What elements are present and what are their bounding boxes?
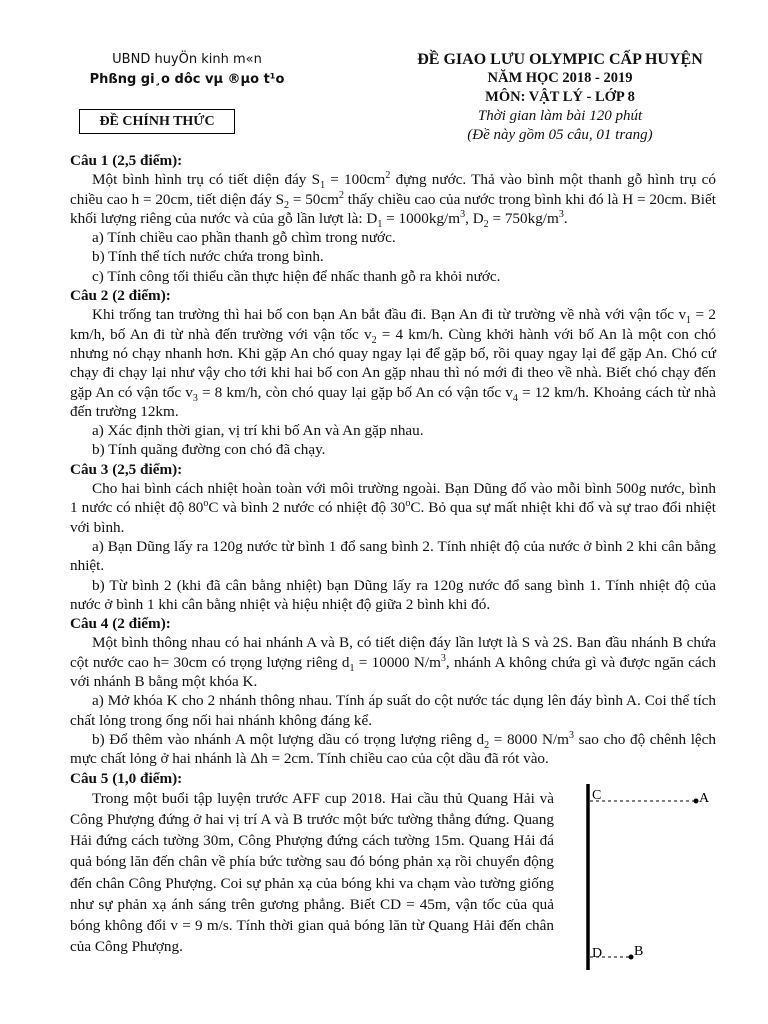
- question-5-title: Câu 5 (1,0 điểm):: [70, 769, 183, 787]
- question-1a: a) Tính chiều cao phần thanh gỗ chìm trong nước.: [92, 229, 396, 247]
- question-5-text: Trong một buổi tập luyện trước AFF cup 2018. Hai cầu thủ Quang Hải và Công Phượng đứng ở hai vị trí A và B trước một bức tường thẳng đứng. Quang Hải đứng cách tường 30m, Công Phượng đứng cách tường 15m. Quang Hải đá quả bóng lăn đến chân về phía bức tường sau đó bóng phản xạ rồi chuyển động đến chân Công Phượng. Coi sự phản xạ của bóng khi va chạm vào tường giống như sự phản xạ ánh sáng trên gương phẳng. Biết CD = 45m, vận tốc của quả bóng không đổi v = 9 m/s. Tính thời gian quả bóng lăn từ Quang Hải đến chân của Công Phượng.: [70, 789, 554, 956]
- question-3-title: Câu 3 (2,5 điểm):: [70, 460, 183, 478]
- page-note: (Đề này gồm 05 câu, 01 trang): [467, 127, 653, 143]
- wall-diagram: [580, 784, 730, 974]
- question-4b: b) Đổ thêm vào nhánh A một lượng dầu có trọng lượng riêng $d_2 = 8000$ $N/m^3$ sao cho độ chênh lệch mực chất lỏng ở hai nhánh là Δh = 2cm. Tính chiều cao của cột dầu đã rót vào.: [70, 729, 716, 768]
- question-3b: b) Từ bình 2 (khi đã cân bằng nhiệt) bạn Dũng lấy ra 120g nước đổ sang bình 1. Tính nhiệt độ của nước ở bình 1 khi cân bằng nhiệt và hiệu nhiệt độ giữa 2 bình khi đó.: [70, 576, 716, 613]
- point-a: [694, 799, 699, 804]
- label-a: A: [699, 791, 710, 806]
- question-2-text: Khi trống tan trường thì hai bố con bạn An bắt đầu đi. Bạn An đi từ trường về nhà với vận tốc $v_1 = 2$ km/h, bố An đi từ nhà đến trường với vận tốc $v_2 = 4$ km/h. Cùng khởi hành với bố An là một con chó nhưng nó chạy nhanh hơn. Khi gặp An chó quay ngay lại để gặp bố, rồi quay ngay lại để gặp An. Chó cứ chạy đi chạy lại như vậy cho tới khi hai bố con An gặp nhau thì nó mới đi theo về nhà. Biết chó chạy đến gặp An có vận tốc $v_3 = 8$ km/h, còn chó quay lại gặp bố An có vận tốc $v_4 = 12$ km/h. Khoảng cách từ nhà đến trường 12km.: [70, 306, 717, 420]
- question-2b: b) Tính quãng đường con chó đã chạy.: [92, 441, 326, 459]
- subject: MÔN: VẬT LÝ - LỚP 8: [485, 89, 635, 105]
- header-organization: [62, 50, 312, 90]
- question-2-title: Câu 2 (2 điểm):: [70, 287, 171, 305]
- question-1c: c) Tính công tối thiểu cần thực hiện để nhấc thanh gỗ ra khỏi nước.: [92, 267, 501, 285]
- question-4-text: Một bình thông nhau có hai nhánh A và B, có tiết diện đáy lần lượt là S và 2S. Ban đầu nhánh B chứa cột nước cao h= 30cm có trọng lượng riêng $d_1 = 10000$ $N/m^3$, nhánh A không chứa gì và được ngăn cách với nhánh B bằng một khóa K.: [70, 634, 716, 691]
- org-line-2: Phßng gi¸o dôc vµ ®µo t¹o: [89, 72, 285, 87]
- question-4-title: Câu 4 (2 điểm):: [70, 615, 171, 633]
- org-line-1: UBND huyÖn kinh m«n: [112, 52, 262, 67]
- header-exam-info: [360, 50, 760, 145]
- official-label-box: ĐỀ CHÍNH THỨC: [79, 109, 235, 134]
- label-b: B: [634, 944, 644, 959]
- question-3-text: Cho hai bình cách nhiệt hoàn toàn với môi trường ngoài. Bạn Dũng đổ vào mỗi bình 500g nước, bình 1 nước có nhiệt độ 80$^o$C và bình 2 nước có nhiệt độ 30$^o$C. Bỏ qua sự mất nhiệt khi đổ và sự trao đổi nhiệt với bình.: [70, 480, 716, 536]
- exam-title: ĐỀ GIAO LƯU OLYMPIC CẤP HUYỆN: [417, 51, 703, 68]
- school-year: NĂM HỌC 2018 - 2019: [487, 70, 633, 86]
- time-limit: Thời gian làm bài 120 phút: [477, 108, 643, 124]
- label-d: D: [592, 946, 603, 961]
- question-2a: a) Xác định thời gian, vị trí khi bố An và An gặp nhau.: [92, 422, 424, 440]
- question-1-title: Câu 1 (2,5 điểm):: [70, 152, 183, 169]
- question-4a: a) Mở khóa K cho 2 nhánh thông nhau. Tính áp suất do cột nước tác dụng lên đáy bình A. Coi thể tích chất lỏng trong ống nối hai nhánh không đáng kể.: [70, 692, 716, 729]
- question-1b: b) Tính thể tích nước chứa trong bình.: [92, 248, 324, 266]
- question-1-text: Một bình hình trụ có tiết diện đáy $S_1 = 100cm^2$ đựng nước. Thả vào bình một thanh gỗ hình trụ có chiều cao h = 20cm, tiết diện đáy $S_2 = 50cm^2$ thấy chiều cao của nước trong bình khi đó là H = 20cm. Biết khối lượng riêng của nước và của gỗ lần lượt là: $D_1 = 1000kg/m^3$, $D_2 = 750kg/m^3$.: [70, 170, 717, 230]
- point-b: [629, 955, 634, 960]
- question-3a: a) Bạn Dũng lấy ra 120g nước từ bình 1 đổ sang bình 2. Tính nhiệt độ của nước ở bình 2 khi cân bằng nhiệt.: [70, 537, 716, 575]
- label-c: C: [592, 788, 602, 803]
